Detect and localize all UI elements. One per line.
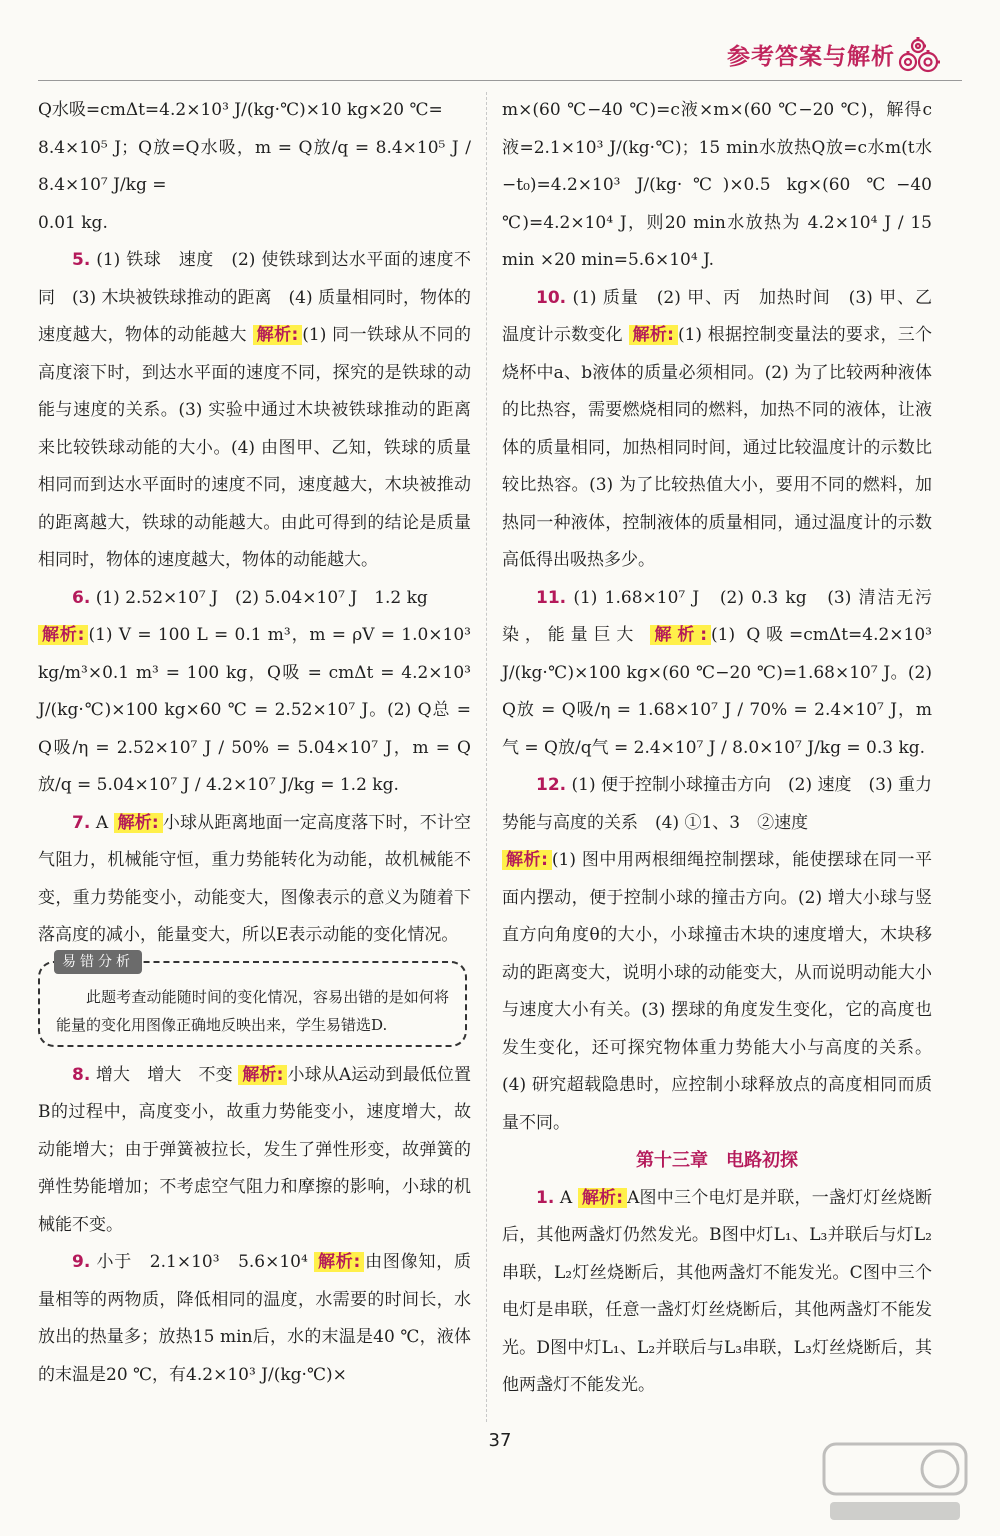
question-number: 11. <box>536 587 567 608</box>
analysis-text: (1) V = 100 L = 0.1 m³，m = ρV = 1.0×10³ kg/m³×0.1 m³ = 100 kg，Q吸 = cmΔt = 4.2×10³ J/(kg·℃)×100 kg×60 ℃ = 2.52×10⁷ J。(2) Q总 = Q吸/η = 2.52×10⁷ J / 50% = 5.04×10⁷ J，m = Q放/q = 5.04×10⁷ J / 4.2×10⁷ J/kg = 1.2 kg. <box>38 625 471 795</box>
answer-10 <box>502 280 950 580</box>
analysis-tag: 解析: <box>253 325 303 345</box>
analysis-text: (1) 根据控制变量法的要求，三个烧杯中a、b液体的质量必须相同。(2) 为了比较两种液体的比热容，需要燃烧相同的燃料，加热不同的液体，让液体的质量相同，加热相同时间，通过比较温度计的示数比较比热容。(3) 为了比较热值大小，要用不同的燃料，加热同一种液体，控制液体的质量相同，通过温度计的示数高低得出吸热多少。 <box>502 325 933 570</box>
question-number: 1. <box>536 1187 555 1208</box>
analysis-tag: 解析: <box>650 625 711 645</box>
answer-5 <box>38 242 471 580</box>
answer-text: (1) 1.68×10⁷ J (2) 0.3 kg (3) 清洁无污染，能量巨大 <box>502 587 933 645</box>
error-analysis-label: 易错分析 <box>54 950 142 974</box>
chapter13-answer-1 <box>502 1180 932 1405</box>
analysis-text: (1) Q吸=cmΔt=4.2×10³ J/(kg·℃)×100 kg×(60 ℃−20 ℃)=1.68×10⁷ J。(2) Q放 = Q吸/η = 1.68×10⁷ J / 70% = 2.4×10⁷ J，m气 = Q放/q气 = 2.4×10⁷ J / 8.0×10⁷ J/kg = 0.3 kg. <box>502 625 932 758</box>
page-number: 37 <box>488 1430 512 1451</box>
header-title: 参考答案与解析 <box>727 44 895 70</box>
answer-7 <box>38 805 471 955</box>
analysis-text: 小球从A运动到最低位置B的过程中，高度变小，故重力势能变小，速度增大，故动能增大；由于弹簧被拉长，发生了弹性形变，故弹簧的弹性势能增加；不考虑空气阻力和摩擦的影响，小球的机械能不变。 <box>38 1064 472 1235</box>
analysis-12 <box>502 842 932 1142</box>
analysis-tag: 解析: <box>502 850 552 870</box>
question-number: 8. <box>72 1064 91 1085</box>
answer-text: 增大 增大 不变 <box>95 1064 233 1085</box>
question-number: 5. <box>72 250 91 270</box>
left-column <box>38 92 471 1394</box>
analysis-6 <box>38 617 471 805</box>
q4-line-1: Q水吸=cmΔt=4.2×10³ J/(kg·℃)×10 kg×20 ℃= <box>38 100 443 120</box>
error-analysis-box <box>38 953 467 1047</box>
analysis-tag: 解析: <box>629 325 678 345</box>
answer-6 <box>38 580 471 618</box>
chapter-title: 第十三章 电路初探 <box>636 1150 798 1171</box>
page-header <box>0 0 1000 80</box>
question-number: 7. <box>72 812 91 833</box>
answer-text: (1) 铁球 速度 (2) 使铁球到达水平面的速度不同 (3) 木块被铁球推动的距离 (4) 质量相同时，物体的速度越大，物体的动能越大 <box>38 250 471 345</box>
analysis-text: (1) 同一铁球从不同的高度滚下时，到达水平面的速度不同，探究的是铁球的动能与速度的关系。(3) 实验中通过木块被铁球推动的距离来比较铁球动能的大小。(4) 由图甲、乙知，铁球的质量相同而到达水平面时的速度不同，速度越大，木块被推动的距离越大，铁球的动能越大。由此可得到的结论是质量相同时，物体的速度越大，物体的动能越大。 <box>38 325 471 570</box>
answer-9 <box>38 1244 471 1394</box>
question-number: 10. <box>536 287 567 308</box>
watermark-logo <box>820 1438 970 1524</box>
answer-8 <box>38 1057 471 1245</box>
analysis-text: 由图像知，质量相等的两物质，降低相同的温度，水需要的时间长，水放出的热量多；放热15 min后，水的末温是40 ℃，液体的末温是20 ℃，有4.2×10³ J/(kg·℃)× <box>38 1252 472 1385</box>
analysis-tag: 解析: <box>578 1188 627 1208</box>
analysis-text: (1) 图中用两根细绳控制摆球，能使摆球在同一平面内摆动，便于控制小球的撞击方向。(2) 增大小球与竖直方向角度θ的大小，小球撞击木块的速度增大，木块移动的距离变大，说明小球的动能变大，从而说明动能大小与速度大小有关。(3) 摆球的角度发生变化，它的高度也发生变化，还可探究物体重力势能大小与高度的关系。(4) 研究超载隐患时，应控制小球释放点的高度相同而质量不同。 <box>502 850 932 1133</box>
question-number: 9. <box>72 1252 91 1272</box>
q4-line-3: 0.01 kg. <box>38 212 108 233</box>
answer-text: 小于 2.1×10³ 5.6×10⁴ <box>96 1252 308 1272</box>
answer-text: A <box>95 812 109 833</box>
answer-text: (1) 便于控制小球撞击方向 (2) 速度 (3) 重力势能与高度的关系 (4) ①1、3 ②速度 <box>502 775 932 833</box>
question-number: 12. <box>536 775 567 795</box>
gear-icon <box>896 36 942 76</box>
analysis-tag: 解析: <box>238 1065 287 1085</box>
question-number: 6. <box>72 587 91 608</box>
answer-text: A <box>559 1187 573 1208</box>
analysis-tag: 解析: <box>114 813 163 833</box>
column-divider <box>486 92 487 1422</box>
answer-12 <box>502 767 932 842</box>
analysis-tag: 解析: <box>314 1252 364 1272</box>
analysis-text: A图中三个电灯是并联，一盏灯灯丝烧断后，其他两盏灯仍然发光。B图中灯L₁、L₃并联后与灯L₂串联，L₂灯丝烧断后，其他两盏灯不能发光。C图中三个电灯是串联，任意一盏灯灯丝烧断后，其他两盏灯不能发光。D图中灯L₁、L₂并联后与L₃串联，L₃灯丝烧断后，其他两盏灯不能发光。 <box>502 1187 932 1395</box>
answer-9-continued: m×(60 ℃−40 ℃)=c液×m×(60 ℃−20 ℃)，解得c液=2.1×10³ J/(kg·℃)；15 min水放热Q放=c水m(t水−t₀)=4.2×10³ J/(kg·℃)×0.5 kg×(60 ℃−40 ℃)=4.2×10⁴ J，则20 min水放热为 4.2×10⁴ J / 15 min ×20 min=5.6×10⁴ J. <box>502 100 932 270</box>
analysis-text: 小球从距离地面一定高度落下时，不计空气阻力，机械能守恒，重力势能转化为动能，故机械能不变，重力势能变小，动能变大，图像表示的意义为随着下落高度的减小，能量变大，所以E表示动能的变化情况。 <box>38 812 471 945</box>
answer-text: (1) 2.52×10⁷ J (2) 5.04×10⁷ J 1.2 kg <box>95 587 428 608</box>
header-rule <box>38 80 962 81</box>
answer-11 <box>502 580 932 768</box>
q4-line-2: 8.4×10⁵ J；Q放=Q水吸，m = Q放/q = 8.4×10⁵ J / 8.4×10⁷ J/kg = <box>38 137 471 195</box>
right-column <box>502 92 950 1405</box>
error-analysis-text: 此题考查动能随时间的变化情况，容易出错的是如何将能量的变化用图像正确地反映出来，学生易错选D. <box>56 987 449 1034</box>
answer-text: (1) 质量 (2) 甲、丙 加热时间 (3) 甲、乙 温度计示数变化 <box>502 287 950 345</box>
analysis-tag: 解析: <box>38 625 88 645</box>
